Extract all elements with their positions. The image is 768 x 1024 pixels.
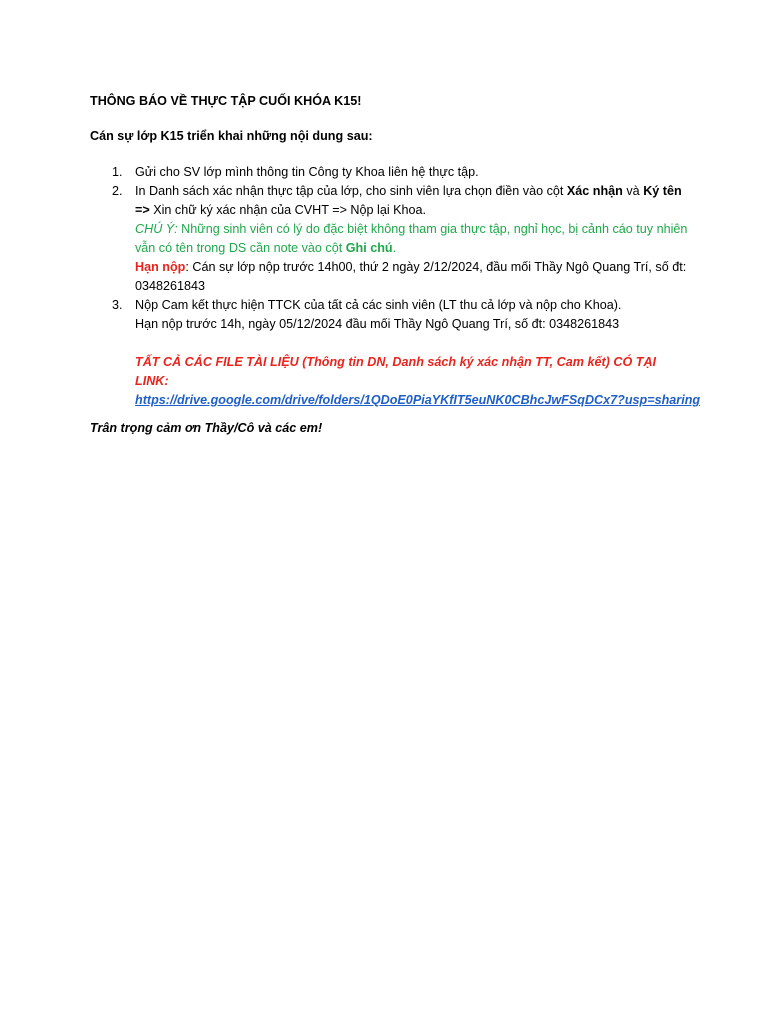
item-text: và — [622, 184, 644, 198]
column-name-confirm: Xác nhận — [566, 184, 623, 198]
item-text: Gửi cho SV lớp mình thông tin Công ty Khoa liên hệ thực tập. — [135, 165, 479, 179]
note-end: . — [392, 241, 397, 255]
column-name-signature: Ký tên — [643, 184, 682, 198]
item-text: Nộp Cam kết thực hiện TTCK của tất cả các sinh viên (LT thu cả lớp và nộp cho Khoa). — [135, 298, 622, 312]
item-text: Xin chữ ký xác nhận của CVHT => Nộp lại Khoa. — [149, 203, 427, 217]
item-text: In Danh sách xác nhận thực tập của lớp, cho sinh viên lựa chọn điền vào cột — [135, 184, 567, 198]
deadline-label: Hạn nộp — [135, 260, 186, 274]
document-title: THÔNG BÁO VỀ THỰC TẬP CUỐI KHÓA K15! — [90, 94, 362, 108]
list-number: 1. — [112, 165, 123, 179]
arrow-text: => — [135, 203, 150, 217]
document-intro: Cán sự lớp K15 triển khai những nội dung sau: — [90, 129, 373, 143]
list-number: 3. — [112, 298, 123, 312]
note-paragraph — [135, 222, 687, 255]
files-heading: TẤT CẢ CÁC FILE TÀI LIỆU (Thông tin DN, Danh sách ký xác nhận TT, Cam kết) CÓ TẠI LINK: — [135, 355, 657, 388]
list-item — [90, 296, 701, 410]
list-number: 2. — [112, 184, 123, 198]
note-column-name: Ghi chú — [345, 241, 393, 255]
note-label: CHÚ Ý: — [135, 222, 178, 236]
closing-line: Trân trọng cảm ơn Thầy/Cô và các em! — [90, 421, 323, 435]
item-deadline: Hạn nộp trước 14h, ngày 05/12/2024 đầu mối Thầy Ngô Quang Trí, số đt: 0348261843 — [135, 317, 620, 331]
spacer — [135, 334, 690, 353]
task-list — [90, 163, 701, 410]
document-body — [90, 92, 701, 438]
drive-folder-link[interactable]: https://drive.google.com/drive/folders/1QDoE0PiaYKfIT5euNK0CBhcJwFSqDCx7?usp=sharing — [135, 393, 701, 407]
note-text: Những sinh viên có lý do đặc biệt không tham gia thực tập, nghỉ học, bị cảnh cáo tuy nhiên vẫn có tên trong DS cần note vào cột — [135, 222, 688, 255]
list-item — [90, 163, 690, 182]
list-item — [90, 182, 690, 296]
deadline-text: : Cán sự lớp nộp trước 14h00, thứ 2 ngày 2/12/2024, đầu mối Thầy Ngô Quang Trí, số đt: 0348261843 — [135, 260, 687, 293]
